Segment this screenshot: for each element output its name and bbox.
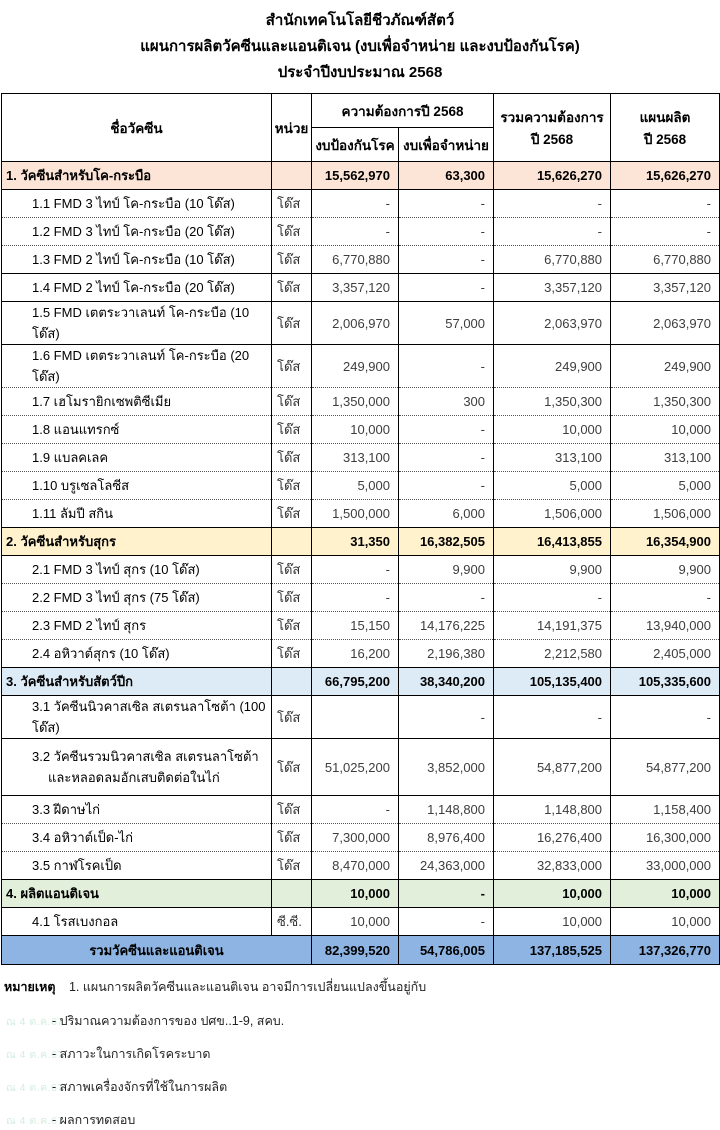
total-demand-cell: 137,185,525 xyxy=(494,936,611,965)
production-plan-cell: 9,900 xyxy=(611,556,720,584)
note-bullet-text: - สภาพเครื่องจักรที่ใช้ในการผลิต xyxy=(52,1080,228,1094)
prevention-budget-cell: 16,200 xyxy=(312,640,399,668)
prevention-budget-cell xyxy=(312,696,399,739)
sale-budget-cell: 57,000 xyxy=(399,302,494,345)
header-total-demand xyxy=(494,94,611,162)
vaccine-name-text: 2.4 อหิวาต์สุกร (10 โด๊ส) xyxy=(32,646,170,661)
sale-budget-cell: 24,363,000 xyxy=(399,852,494,880)
vaccine-name-cell xyxy=(2,218,272,246)
header-sale-budget: งบเพื่อจำหน่าย xyxy=(399,128,494,162)
unit-cell: โด๊ส xyxy=(272,739,312,796)
vaccine-name-cell xyxy=(2,444,272,472)
production-plan-cell: 3,357,120 xyxy=(611,274,720,302)
vaccine-name-text: 1.2 FMD 3 ไทป์ โค-กระบือ (20 โด๊ส) xyxy=(32,224,235,239)
total-demand-cell: 54,877,200 xyxy=(494,739,611,796)
sale-budget-cell: - xyxy=(399,274,494,302)
prevention-budget-cell: 2,006,970 xyxy=(312,302,399,345)
sale-budget-cell: 2,196,380 xyxy=(399,640,494,668)
vaccine-name-cell xyxy=(2,796,272,824)
notes-section xyxy=(4,977,720,1129)
sale-budget-cell: 300 xyxy=(399,388,494,416)
unit-cell: โด๊ส xyxy=(272,388,312,416)
faint-revision-annotation: ณ 4 ต.ค.67 xyxy=(6,1115,64,1127)
total-demand-cell: 10,000 xyxy=(494,880,611,908)
total-row-label: รวมวัคซีนและแอนติเจน xyxy=(2,936,312,965)
prevention-budget-cell: 1,350,000 xyxy=(312,388,399,416)
prevention-budget-cell: - xyxy=(312,218,399,246)
vaccine-name-cell xyxy=(2,345,272,388)
prevention-budget-cell: 51,025,200 xyxy=(312,739,399,796)
note-bullet-text: - ปริมาณความต้องการของ ปศข..1-9, สคบ. xyxy=(52,1014,285,1028)
table-row xyxy=(2,345,720,388)
total-demand-cell: 1,148,800 xyxy=(494,796,611,824)
faint-revision-annotation: ณ 4 ต.ค.67 xyxy=(6,1016,64,1028)
prevention-budget-cell: 66,795,200 xyxy=(312,668,399,696)
note-bullet-row xyxy=(4,1078,720,1096)
unit-cell: โด๊ส xyxy=(272,416,312,444)
unit-cell xyxy=(272,528,312,556)
table-row xyxy=(2,444,720,472)
table-row xyxy=(2,500,720,528)
production-plan-cell: 2,405,000 xyxy=(611,640,720,668)
production-plan-cell: 1,506,000 xyxy=(611,500,720,528)
production-plan-cell: 13,940,000 xyxy=(611,612,720,640)
header-demand-group: ความต้องการปี 2568 xyxy=(312,94,494,128)
table-row xyxy=(2,472,720,500)
table-row xyxy=(2,796,720,824)
unit-cell: ซี.ซี. xyxy=(272,908,312,936)
prevention-budget-cell: 249,900 xyxy=(312,345,399,388)
production-plan-cell: 54,877,200 xyxy=(611,739,720,796)
vaccine-name-text: 4. ผลิตแอนติเจน xyxy=(6,886,99,901)
unit-cell: โด๊ส xyxy=(272,472,312,500)
sale-budget-cell: 8,976,400 xyxy=(399,824,494,852)
sale-budget-cell: - xyxy=(399,190,494,218)
production-plan-cell: 16,300,000 xyxy=(611,824,720,852)
vaccine-name-text: 1. วัคซีนสำหรับโค-กระบือ xyxy=(6,168,152,183)
production-plan-cell: - xyxy=(611,190,720,218)
total-demand-cell: 1,506,000 xyxy=(494,500,611,528)
table-row xyxy=(2,908,720,936)
vaccine-name-text: 1.3 FMD 2 ไทป์ โค-กระบือ (10 โด๊ส) xyxy=(32,252,235,267)
production-plan-cell: 15,626,270 xyxy=(611,162,720,190)
prevention-budget-cell: - xyxy=(312,190,399,218)
table-row xyxy=(2,696,720,739)
unit-cell: โด๊ส xyxy=(272,302,312,345)
total-demand-cell: - xyxy=(494,190,611,218)
vaccine-name-cell xyxy=(2,302,272,345)
table-row xyxy=(2,668,720,696)
sale-budget-cell: 14,176,225 xyxy=(399,612,494,640)
vaccine-name-cell xyxy=(2,500,272,528)
unit-cell: โด๊ส xyxy=(272,612,312,640)
vaccine-name-cell xyxy=(2,556,272,584)
sale-budget-cell: - xyxy=(399,416,494,444)
unit-cell: โด๊ส xyxy=(272,218,312,246)
vaccine-name-text: 1.9 แบลคเลค xyxy=(32,450,109,465)
unit-cell xyxy=(272,880,312,908)
table-row xyxy=(2,640,720,668)
table-row xyxy=(2,739,720,796)
table-row xyxy=(2,162,720,190)
total-demand-cell: - xyxy=(494,218,611,246)
total-demand-cell: 10,000 xyxy=(494,908,611,936)
vaccine-name-cell xyxy=(2,908,272,936)
prevention-budget-cell: 6,770,880 xyxy=(312,246,399,274)
total-demand-cell: 16,276,400 xyxy=(494,824,611,852)
vaccine-name-cell xyxy=(2,472,272,500)
vaccine-name-text: 1.10 บรูเซลโลซีส xyxy=(32,478,130,493)
header-unit: หน่วย xyxy=(272,94,312,162)
production-plan-cell: 10,000 xyxy=(611,908,720,936)
note-bullet-row xyxy=(4,1111,720,1129)
sale-budget-cell: 3,852,000 xyxy=(399,739,494,796)
total-demand-cell: 14,191,375 xyxy=(494,612,611,640)
vaccine-name-cell xyxy=(2,246,272,274)
unit-cell: โด๊ส xyxy=(272,345,312,388)
sale-budget-cell: 16,382,505 xyxy=(399,528,494,556)
production-plan-cell: 6,770,880 xyxy=(611,246,720,274)
prevention-budget-cell: 3,357,120 xyxy=(312,274,399,302)
table-row xyxy=(2,246,720,274)
vaccine-name-cell xyxy=(2,416,272,444)
vaccine-name-text: 3.3 ฝีดาษไก่ xyxy=(32,802,101,817)
table-row xyxy=(2,388,720,416)
fiscal-year-title: ประจำปีงบประมาณ 2568 xyxy=(277,64,443,81)
unit-cell: โด๊ส xyxy=(272,824,312,852)
header-vaccine-name: ชื่อวัคซีน xyxy=(2,94,272,162)
vaccine-name-cell xyxy=(2,584,272,612)
vaccine-name-cell xyxy=(2,696,272,739)
sale-budget-cell: - xyxy=(399,696,494,739)
total-demand-cell: 2,063,970 xyxy=(494,302,611,345)
vaccine-name-text: 3.2 วัคซีนรวมนิวคาสเซิล สเตรนลาโซต้า xyxy=(32,749,259,764)
sale-budget-cell: - xyxy=(399,908,494,936)
vaccine-name-text: 1.1 FMD 3 ไทป์ โค-กระบือ (10 โด๊ส) xyxy=(32,196,235,211)
unit-cell: โด๊ส xyxy=(272,584,312,612)
production-plan-cell: - xyxy=(611,584,720,612)
sale-budget-cell: 38,340,200 xyxy=(399,668,494,696)
total-demand-cell: 15,626,270 xyxy=(494,162,611,190)
sale-budget-cell: - xyxy=(399,345,494,388)
header-total-demand-line1: รวมความต้องการ xyxy=(500,109,604,125)
sale-budget-cell: - xyxy=(399,472,494,500)
prevention-budget-cell: 15,562,970 xyxy=(312,162,399,190)
vaccine-name-text: 2. วัคซีนสำหรับสุกร xyxy=(6,534,116,549)
sale-budget-cell: - xyxy=(399,246,494,274)
vaccine-name-cell xyxy=(2,612,272,640)
production-plan-cell: 5,000 xyxy=(611,472,720,500)
prevention-budget-cell: 1,500,000 xyxy=(312,500,399,528)
production-plan-cell: 105,335,600 xyxy=(611,668,720,696)
table-row xyxy=(2,274,720,302)
notes-line1: 1. แผนการผลิตวัคซีนและแอนติเจน อาจมีการเปลี่ยนแปลงขึ้นอยู่กับ xyxy=(68,980,427,994)
sale-budget-cell: 54,786,005 xyxy=(399,936,494,965)
vaccine-name-cell xyxy=(2,388,272,416)
production-plan-cell: 249,900 xyxy=(611,345,720,388)
prevention-budget-cell: 7,300,000 xyxy=(312,824,399,852)
vaccine-name-text: 3.5 กาฬโรคเป็ด xyxy=(32,858,122,873)
faint-revision-annotation: ณ 4 ต.ค.67 xyxy=(6,1082,64,1094)
vaccine-name-cell xyxy=(2,668,272,696)
vaccine-name-text: 3. วัคซีนสำหรับสัตว์ปีก xyxy=(6,674,133,689)
table-row xyxy=(2,190,720,218)
sale-budget-cell: - xyxy=(399,880,494,908)
header-production-plan-line1: แผนผลิต xyxy=(639,109,691,125)
vaccine-name-cell xyxy=(2,824,272,852)
table-row xyxy=(2,528,720,556)
total-demand-cell: 5,000 xyxy=(494,472,611,500)
vaccine-plan-table xyxy=(1,93,720,965)
vaccine-name-text: 1.5 FMD เตตระวาเลนท์ โค-กระบือ (10 โด๊ส) xyxy=(32,305,250,341)
header-total-demand-line2: ปี 2568 xyxy=(530,131,574,147)
notes-heading: หมายเหตุ xyxy=(4,980,56,994)
production-plan-cell: 33,000,000 xyxy=(611,852,720,880)
table-row xyxy=(2,852,720,880)
vaccine-name-text: 2.3 FMD 2 ไทป์ สุกร xyxy=(32,618,147,633)
sale-budget-cell: - xyxy=(399,584,494,612)
header-prevention-budget: งบป้องกันโรค xyxy=(312,128,399,162)
vaccine-name-text-line2: และหลอดลมอักเสบติดต่อในไก่ xyxy=(48,770,220,785)
unit-cell: โด๊ส xyxy=(272,796,312,824)
prevention-budget-cell: 10,000 xyxy=(312,880,399,908)
prevention-budget-cell: 82,399,520 xyxy=(312,936,399,965)
prevention-budget-cell: 5,000 xyxy=(312,472,399,500)
vaccine-name-text: 2.1 FMD 3 ไทป์ สุกร (10 โด๊ส) xyxy=(32,562,200,577)
table-row xyxy=(2,612,720,640)
production-plan-cell: 1,158,400 xyxy=(611,796,720,824)
total-demand-cell: - xyxy=(494,584,611,612)
table-row xyxy=(2,416,720,444)
vaccine-name-cell xyxy=(2,528,272,556)
total-demand-cell: 9,900 xyxy=(494,556,611,584)
vaccine-name-text: 4.1 โรสเบงกอล xyxy=(32,914,119,929)
vaccine-name-cell xyxy=(2,162,272,190)
plan-title: แผนการผลิตวัคซีนและแอนติเจน (งบเพื่อจำหน่าย และงบป้องกันโรค) xyxy=(140,38,580,55)
production-plan-cell: 2,063,970 xyxy=(611,302,720,345)
unit-cell xyxy=(272,162,312,190)
prevention-budget-cell: - xyxy=(312,584,399,612)
vaccine-name-text: 1.4 FMD 2 ไทป์ โค-กระบือ (20 โด๊ส) xyxy=(32,280,235,295)
vaccine-name-text: 3.1 วัคซีนนิวคาสเซิล สเตรนลาโซต้า (100 โด๊ส) xyxy=(32,699,266,735)
table-row xyxy=(2,302,720,345)
total-demand-cell: 313,100 xyxy=(494,444,611,472)
unit-cell: โด๊ส xyxy=(272,246,312,274)
vaccine-name-text: 2.2 FMD 3 ไทป์ สุกร (75 โด๊ส) xyxy=(32,590,200,605)
sale-budget-cell: 9,900 xyxy=(399,556,494,584)
sale-budget-cell: 1,148,800 xyxy=(399,796,494,824)
vaccine-name-cell xyxy=(2,274,272,302)
unit-cell: โด๊ส xyxy=(272,640,312,668)
prevention-budget-cell: 15,150 xyxy=(312,612,399,640)
sale-budget-cell: 63,300 xyxy=(399,162,494,190)
table-header xyxy=(2,94,720,162)
unit-cell: โด๊ส xyxy=(272,852,312,880)
total-demand-cell: 6,770,880 xyxy=(494,246,611,274)
total-demand-cell: 1,350,300 xyxy=(494,388,611,416)
table-row xyxy=(2,584,720,612)
unit-cell: โด๊ส xyxy=(272,190,312,218)
header-production-plan-line2: ปี 2568 xyxy=(643,131,687,147)
production-plan-cell: 16,354,900 xyxy=(611,528,720,556)
prevention-budget-cell: 313,100 xyxy=(312,444,399,472)
vaccine-name-cell xyxy=(2,880,272,908)
table-row xyxy=(2,824,720,852)
table-row xyxy=(2,880,720,908)
vaccine-name-text: 3.4 อหิวาต์เป็ด-ไก่ xyxy=(32,830,133,845)
prevention-budget-cell: - xyxy=(312,556,399,584)
note-bullet-text: - สภาวะในการเกิดโรคระบาด xyxy=(52,1047,211,1061)
unit-cell: โด๊ส xyxy=(272,556,312,584)
production-plan-cell: 10,000 xyxy=(611,416,720,444)
table-body xyxy=(2,162,720,965)
table-row xyxy=(2,218,720,246)
vaccine-name-text: 1.6 FMD เตตระวาเลนท์ โค-กระบือ (20 โด๊ส) xyxy=(32,348,250,384)
total-demand-cell: 3,357,120 xyxy=(494,274,611,302)
org-title: สำนักเทคโนโลยีชีวภัณฑ์สัตว์ xyxy=(265,12,455,29)
total-demand-cell: 105,135,400 xyxy=(494,668,611,696)
note-bullet-row xyxy=(4,1045,720,1063)
vaccine-name-cell xyxy=(2,739,272,796)
vaccine-name-cell xyxy=(2,852,272,880)
unit-cell: โด๊ส xyxy=(272,274,312,302)
notes-bullets xyxy=(4,1012,720,1129)
sale-budget-cell: 6,000 xyxy=(399,500,494,528)
unit-cell: โด๊ส xyxy=(272,696,312,739)
note-bullet-row xyxy=(4,1012,720,1030)
vaccine-name-text: 1.11 ลัมปี สกิน xyxy=(32,506,114,521)
total-demand-cell: 249,900 xyxy=(494,345,611,388)
production-plan-cell: - xyxy=(611,218,720,246)
total-demand-cell: 2,212,580 xyxy=(494,640,611,668)
total-demand-cell: 16,413,855 xyxy=(494,528,611,556)
document-titles xyxy=(0,0,720,86)
vaccine-name-cell xyxy=(2,640,272,668)
table-row xyxy=(2,936,720,965)
production-plan-cell: - xyxy=(611,696,720,739)
production-plan-cell: 1,350,300 xyxy=(611,388,720,416)
unit-cell: โด๊ส xyxy=(272,444,312,472)
prevention-budget-cell: 10,000 xyxy=(312,416,399,444)
unit-cell xyxy=(272,668,312,696)
production-plan-cell: 313,100 xyxy=(611,444,720,472)
production-plan-cell: 10,000 xyxy=(611,880,720,908)
sale-budget-cell: - xyxy=(399,444,494,472)
production-plan-cell: 137,326,770 xyxy=(611,936,720,965)
total-demand-cell: 32,833,000 xyxy=(494,852,611,880)
vaccine-name-text: 1.8 แอนแทรกซ์ xyxy=(32,422,120,437)
total-demand-cell: - xyxy=(494,696,611,739)
sale-budget-cell: - xyxy=(399,218,494,246)
prevention-budget-cell: - xyxy=(312,796,399,824)
prevention-budget-cell: 31,350 xyxy=(312,528,399,556)
table-row xyxy=(2,556,720,584)
vaccine-name-text: 1.7 เฮโมรายิกเซพติซีเมีย xyxy=(32,394,172,409)
faint-revision-annotation: ณ 4 ต.ค.67 xyxy=(6,1049,64,1061)
total-demand-cell: 10,000 xyxy=(494,416,611,444)
header-production-plan xyxy=(611,94,720,162)
note-bullet-text: - ผลการทดสอบ xyxy=(52,1113,136,1127)
vaccine-name-cell xyxy=(2,190,272,218)
unit-cell: โด๊ส xyxy=(272,500,312,528)
prevention-budget-cell: 8,470,000 xyxy=(312,852,399,880)
prevention-budget-cell: 10,000 xyxy=(312,908,399,936)
